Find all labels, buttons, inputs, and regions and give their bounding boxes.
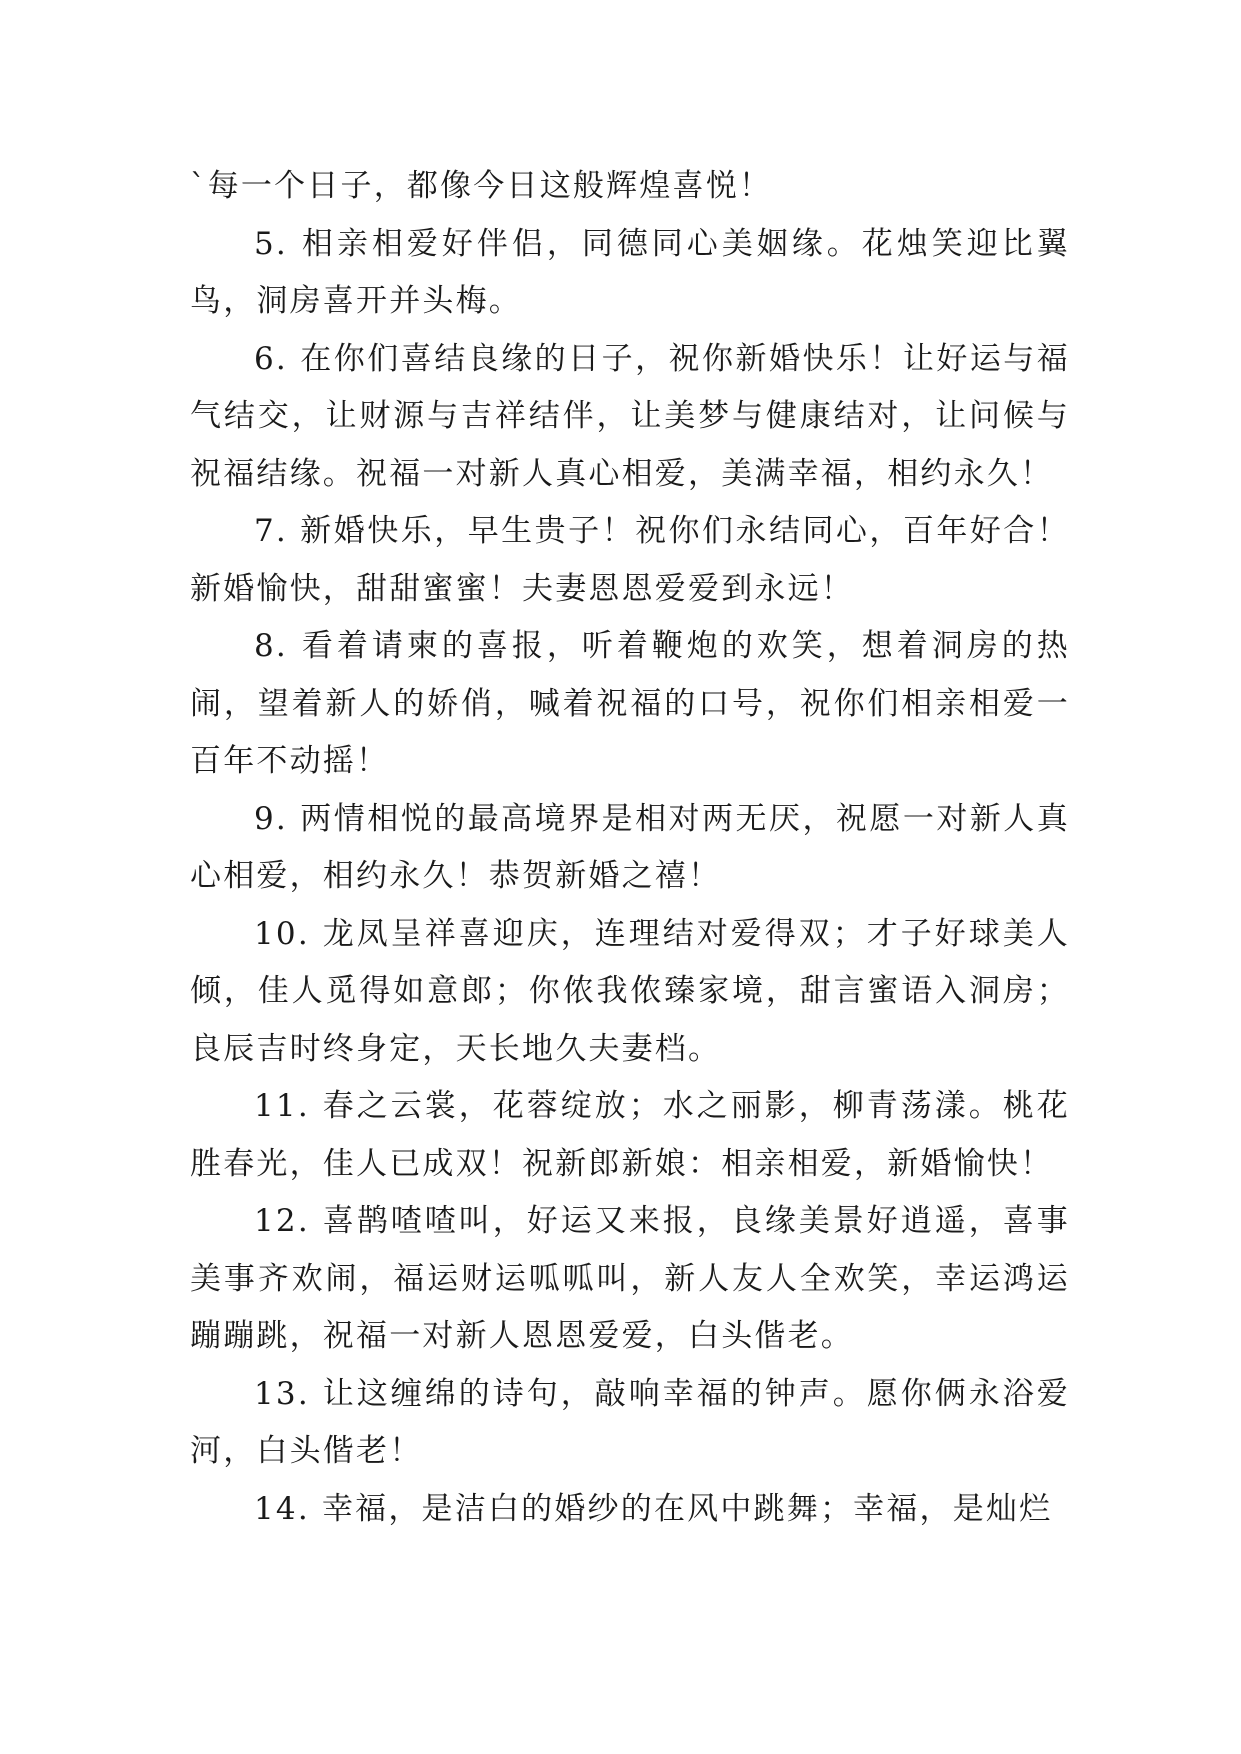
paragraph-item-6: 6. 在你们喜结良缘的日子，祝你新婚快乐！让好运与福气结交，让财源与吉祥结伴，让美梦与健康结对，让问候与祝福结缘。祝福一对新人真心相爱，美满幸福，相约永久！: [190, 340, 1070, 492]
paragraph-item-8: 8. 看着请柬的喜报，听着鞭炮的欢笑，想着洞房的热闹，望着新人的娇俏，喊着祝福的口号，祝你们相亲相爱一百年不动摇！: [190, 628, 1070, 779]
paragraph-item-9: 9. 两情相悦的最高境界是相对两无厌，祝愿一对新人真心相爱，相约永久！恭贺新婚之禧！: [190, 800, 1070, 894]
paragraph-item-13: 13. 让这缠绵的诗句，敲响幸福的钟声。愿你俩永浴爱河，白头偕老！: [190, 1375, 1070, 1469]
paragraph-item-7: 7. 新婚快乐，早生贵子！祝你们永结同心，百年好合！新婚愉快，甜甜蜜蜜！夫妻恩恩爱爱到永远！: [190, 513, 1070, 607]
paragraph-item-5: 5. 相亲相爱好伴侣，同德同心美姻缘。花烛笑迎比翼鸟，洞房喜开并头梅。: [190, 225, 1070, 319]
paragraph-item-14: 14. 幸福，是洁白的婚纱的在风中跳舞；幸福，是灿烂: [254, 1490, 1053, 1527]
document-body: [190, 158, 1070, 1538]
paragraph-item-10: 10. 龙凤呈祥喜迎庆，连理结对爱得双；才子好球美人倾，佳人觅得如意郎；你侬我侬臻家境，甜言蜜语入洞房；良辰吉时终身定，天长地久夫妻档。: [190, 915, 1070, 1067]
paragraph-item-11: 11. 春之云裳，花蓉绽放；水之丽影，柳青荡漾。桃花胜春光，佳人已成双！祝新郎新娘：相亲相爱，新婚愉快！: [190, 1088, 1070, 1182]
paragraph-continuation: `每一个日子，都像今日这般辉煌喜悦！: [190, 168, 773, 204]
paragraph-item-12: 12. 喜鹊喳喳叫，好运又来报，良缘美景好逍遥，喜事美事齐欢闹，福运财运呱呱叫，新人友人全欢笑，幸运鸿运蹦蹦跳，祝福一对新人恩恩爱爱，白头偕老。: [190, 1203, 1070, 1354]
